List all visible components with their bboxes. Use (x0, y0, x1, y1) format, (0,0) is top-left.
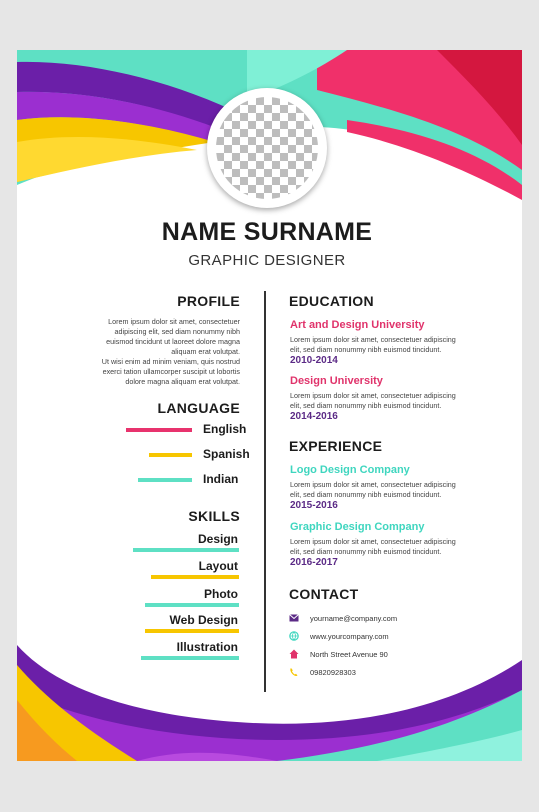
skill-level-bar (145, 629, 239, 633)
home-icon (288, 649, 300, 661)
profile-paragraph-2: Ut wisi enim ad minim veniam, quis nostrud exerci tation ullamcorper suscipit ut lobortis dolore magna aliquam erat volutpat. (101, 357, 240, 386)
profile-paragraph-1: Lorem ipsum dolor sit amet, consectetuer adipiscing elit, sed diam nonummy nibh euismod tincidunt ut laoreet dolore magna aliquam erat volutpat. (106, 317, 240, 356)
education-years: 2010-2014 (290, 355, 338, 366)
skill-label: Photo (204, 587, 238, 601)
contact-website: www.yourcompany.com (310, 632, 389, 641)
skill-label: Illustration (176, 640, 238, 654)
language-label: Spanish (203, 447, 250, 461)
language-heading: LANGUAGE (157, 400, 240, 416)
education-years: 2014-2016 (290, 411, 338, 422)
contact-address: North Street Avenue 90 (310, 650, 388, 659)
column-divider (264, 291, 266, 692)
experience-text: Lorem ipsum dolor sit amet, consectetuer adipiscing elit, sed diam nonummy nibh euismod tincidunt. (290, 537, 456, 556)
role-subtitle: GRAPHIC DESIGNER (188, 252, 346, 269)
skill-level-bar (145, 603, 239, 607)
education-heading: EDUCATION (289, 293, 374, 309)
education-text: Lorem ipsum dolor sit amet, consectetuer adipiscing elit, sed diam nonummy nibh euismod tincidunt. (290, 391, 456, 410)
education-title: Art and Design University (290, 319, 425, 331)
education-text: Lorem ipsum dolor sit amet, consectetuer adipiscing elit, sed diam nonummy nibh euismod tincidunt. (290, 335, 456, 354)
education-title: Design University (290, 375, 383, 387)
profile-photo (207, 88, 327, 208)
skill-label: Web Design (169, 613, 238, 627)
skill-level-bar (151, 575, 239, 579)
phone-icon (288, 667, 300, 679)
resume-sheet (17, 50, 522, 761)
experience-years: 2015-2016 (290, 500, 338, 511)
experience-title: Graphic Design Company (290, 521, 425, 533)
contact-email: yourname@company.com (310, 614, 398, 623)
skill-level-bar (133, 548, 239, 552)
skill-label: Layout (198, 559, 238, 573)
email-icon (288, 613, 300, 625)
globe-icon (288, 631, 300, 643)
skill-level-bar (141, 656, 239, 660)
experience-title: Logo Design Company (290, 464, 410, 476)
language-level-bar (149, 453, 192, 457)
contact-heading: CONTACT (289, 586, 359, 602)
language-label: English (203, 422, 247, 436)
contact-phone: 09820928303 (310, 668, 356, 677)
experience-years: 2016-2017 (290, 557, 338, 568)
photo-placeholder (216, 97, 318, 199)
language-level-bar (126, 428, 192, 432)
language-level-bar (138, 478, 192, 482)
profile-heading: PROFILE (177, 293, 240, 309)
name-heading: NAME SURNAME (161, 218, 373, 246)
experience-heading: EXPERIENCE (289, 438, 383, 454)
skill-label: Design (197, 532, 238, 546)
skills-heading: SKILLS (188, 508, 240, 524)
experience-text: Lorem ipsum dolor sit amet, consectetuer adipiscing elit, sed diam nonummy nibh euismod tincidunt. (290, 480, 456, 499)
language-label: Indian (203, 472, 239, 486)
